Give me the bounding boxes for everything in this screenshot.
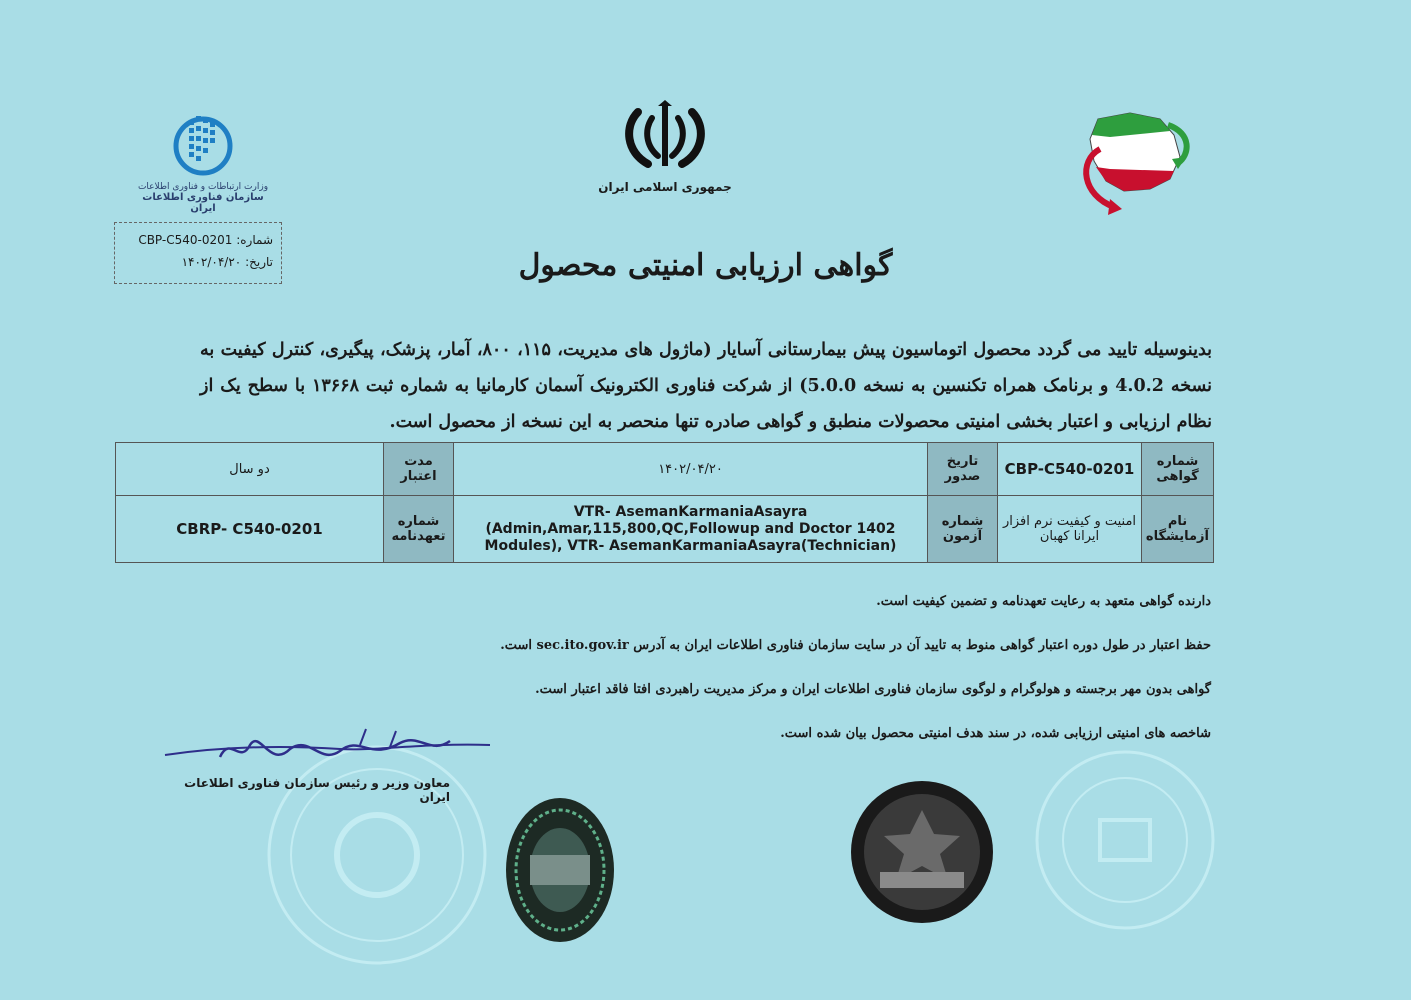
hologram-sticker-icon (505, 795, 615, 945)
certificate-intro: بدینوسیله تایید می گردد محصول اتوماسیون پیش بیمارستانی آسایار (ماژول های مدیریت، ۱۱۵، ۸۰۰، آمار، پزشک، پیگیری، کنترل کیفیت به نسخه 4.0.2 و برنامک همراه تکنسین به نسخه 5.0.0) از شرکت فناوری الکترونیک آسمان کارمانیا به شماره ثبت ۱۳۶۶۸ با سطح یک از نظام ارزیابی و اعتبار بخشی امنیتی محصولات منطبق و گواهی صادره تنها منحصر به این نسخه از محصول است. (200, 340, 1212, 432)
commitment-label: شماره تعهدنامه (384, 496, 454, 563)
number-label: شماره: (236, 233, 273, 247)
number-value: CBP-C540-0201 (138, 233, 233, 247)
ito-logo-line2: سازمان فناوری اطلاعات ایران (142, 192, 264, 214)
note-line: دارنده گواهی متعهد به رعایت تعهدنامه و تضمین کیفیت است. (876, 594, 1211, 609)
test-no-line: Modules), VTR- AsemanKarmaniaAsayra(Technician) (484, 537, 897, 554)
date-value: ۱۴۰۲/۰۴/۲۰ (181, 255, 242, 269)
ito-emblem-icon (163, 110, 243, 180)
cert-no-label: شماره گواهی (1142, 443, 1214, 496)
signer-title: معاون وزیر و رئیس سازمان فناوری اطلاعات ایران (184, 776, 450, 804)
certificate-table (115, 442, 1214, 563)
issue-date-value: ۱۴۰۲/۰۴/۲۰ (454, 443, 928, 496)
table-row (116, 496, 1214, 563)
date-label: تاریخ: (245, 255, 273, 269)
embossed-seal-right (1030, 745, 1220, 935)
issue-date-label: تاریخ صدور (928, 443, 998, 496)
test-no-value (454, 496, 928, 563)
lab-value: امنیت و کیفیت نرم افزار ایرانا کهبان (998, 496, 1142, 563)
test-no-line: VTR- AsemanKarmaniaAsayra (573, 503, 808, 520)
ito-logo-line1: وزارت ارتباطات و فناوری اطلاعات (137, 182, 269, 192)
cert-no-value: CBP-C540-0201 (998, 443, 1142, 496)
note-line: شاخصه های امنیتی ارزیابی شده، در سند هدف امنیتی محصول بیان شده است. (780, 726, 1211, 741)
table-row (116, 443, 1214, 496)
iran-emblem (595, 100, 735, 194)
test-no-line: (Admin,Amar,115,800,QC,Followup and Doctor 1402 (485, 520, 896, 537)
lab-label: نام آزمایشگاه (1142, 496, 1214, 563)
certificate-title: گواهی ارزیابی امنیتی محصول (518, 248, 893, 283)
commitment-value: CBRP- C540-0201 (116, 496, 384, 563)
note-line: گواهی بدون مهر برجسته و هولوگرام و لوگوی سازمان فناوری اطلاعات ایران و مرکز مدیریت راهبردی افتا فاقد اعتبار است. (535, 682, 1211, 697)
iran-map-icon (1070, 105, 1200, 225)
emblem-caption: جمهوری اسلامی ایران (598, 180, 732, 194)
ito-logo (128, 110, 278, 214)
afta-map-logo (1070, 105, 1200, 225)
validity-label: مدت اعتبار (384, 443, 454, 496)
validity-value: دو سال (116, 443, 384, 496)
iran-emblem-icon (620, 100, 710, 172)
hologram-seal-icon (850, 780, 995, 925)
note-line: حفظ اعتبار در طول دوره اعتبار گواهی منوط به تایید آن در سایت سازمان فناوری اطلاعات ایران به آدرس sec.ito.gov.ir است. (500, 638, 1211, 653)
test-no-label: شماره آزمون (928, 496, 998, 563)
